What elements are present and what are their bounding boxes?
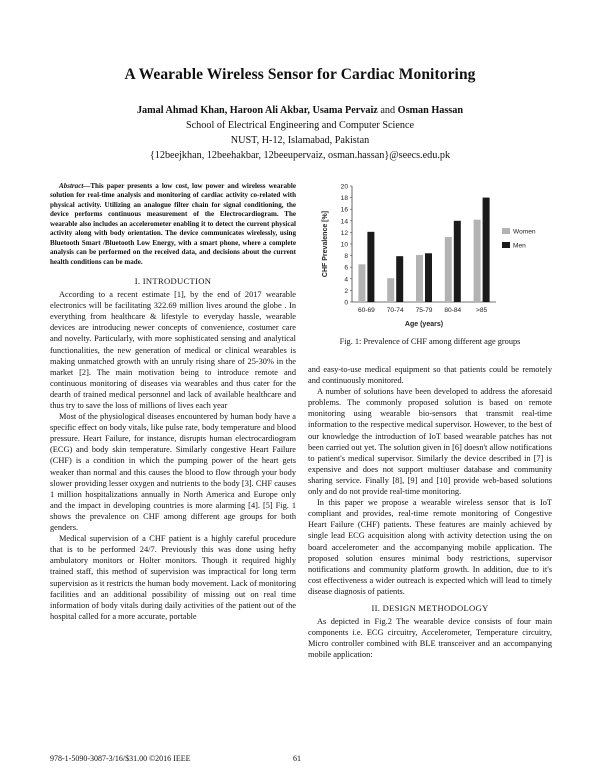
bar-men [396, 256, 403, 302]
legend-label-men: Men [513, 242, 526, 250]
intro-paragraph-1: According to a recent estimate [1], by the end of 2017 wearable electronics will be facilitating 322.69 million lives around the globe . In everything from healthcare & lifestyle to everyday hassle, wearable devices are introducing newer concepts of convenience, costumer care and novelty. Particularly, with more sophisticated sensing and analytical functionalities, the new generation of medical or clinical wearables is making unmatched growth with an unruly rising share of 25-30% in the market [2]. The main motivation being to introduce remote and continuous monitoring of diseases via wearables and thus cater for the dearth of trained medical personnel and lack of available healthcare and thus try to save the loss of millions of lives each year [50, 290, 296, 411]
x-tick-label: 80-84 [444, 307, 462, 314]
bar-men [367, 232, 374, 302]
section-heading-introduction: I. INTRODUCTION [134, 276, 212, 287]
bar-women [358, 264, 365, 302]
affiliation-address: NUST, H-12, Islamabad, Pakistan [230, 135, 370, 146]
intro-paragraph-2: Most of the physiological diseases encountered by human body have a specific effect on body vitals, like pulse rate, body temperature and blood pressure. Heart Failure, for instance, disrupts human electrocardiogram (ECG) and body skin temperature. Similarly congestive Heart Failure (CHF) is a condition in which the pumping power of the heart gets weaker than normal and this causes the blood to flow through your body slower providing lesser oxygen and nutrients to the body [3]. CHF causes 1 million hospitalizations annually in North America and Europe only and the impact in developing countries is more alarming [4]. [5] Fig. 1 shows the prevalence on CHF among different age groups for both genders. [50, 412, 296, 533]
y-tick-label: 18 [340, 195, 348, 203]
abstract-lead: Abstract [59, 182, 84, 190]
right-paragraph-1: and easy-to-use medical equipment so that patients could be remotely and continuously monitored. [308, 365, 552, 386]
footer-isbn: 978-1-5090-3087-3/16/$31.00 ©2016 IEEE [50, 754, 191, 763]
author-names [0, 103, 600, 118]
y-tick-label: 0 [344, 299, 348, 307]
y-tick-label: 2 [344, 287, 348, 295]
design-paragraph-1: As depicted in Fig.2 The wearable device consists of four main components i.e. ECG circuitry, Accelerometer, Temperature circuitry, Micro controller combined with BLE transceiver and an accompanying mobile application: [308, 616, 552, 660]
right-column [308, 364, 552, 660]
paper-title: A Wearable Wireless Sensor for Cardiac Monitoring [124, 66, 476, 83]
abstract [50, 182, 296, 267]
abstract-text: —This paper presents a low cost, low power and wireless wearable solution for real-time analysis and monitoring of cardiac activity co-related with physical activity. Utilizing an analogue filter chain for signal conditioning, the device performs continuous measurement of the Electrocardiogram. The wearable also includes an accelerometer enabling it to detect the current physical activity along with body orientation. The device communicates wirelessly, using Bluetooth Smart /Bluetooth Low Energy, with a smart phone, where a complete analysis can be performed on the received data, and decisions about the current health conditions can be made. [50, 182, 296, 266]
page-number: 61 [293, 754, 301, 763]
author-emails: {12beejkhan, 12beehakbar, 12beeupervaiz, osman.hassan}@seecs.edu.pk [149, 150, 451, 161]
bar-women [474, 220, 481, 302]
x-tick-label: 70-74 [386, 307, 404, 314]
author-1: Jamal Ahmad Khan, [136, 105, 228, 116]
y-tick-label: 14 [340, 218, 348, 226]
bar-men [483, 198, 490, 302]
author-3: Usama Pervaiz [312, 105, 378, 116]
y-tick-label: 6 [344, 264, 348, 272]
chf-prevalence-chart [318, 180, 550, 328]
intro-paragraph-3: Medical supervision of a CHF patient is a highly careful procedure that is to be performed 24/7. Previously this was done using hefty ambulatory monitors or Holter monitors. Though it required highly trained staff, this method of supervision was impractical for long term supervision as it restricts the human body movement. Lack of monitoring facilities and an additional possibility of missing out on real time information of body vitals during daily activities of the patient out of the hospital called for a more accurate, portable [50, 534, 296, 621]
y-axis-label: CHF Prevalence [%] [322, 210, 329, 278]
author-4: Osman Hassan [397, 105, 464, 116]
bar-women [416, 255, 423, 302]
figure-caption: Fig. 1: Prevalence of CHF among different age groups [339, 337, 521, 346]
x-tick-label: >85 [476, 307, 488, 314]
bar-women [387, 278, 394, 302]
y-tick-label: 12 [340, 229, 348, 237]
chart-svg [318, 180, 550, 328]
x-tick-label: 60-69 [357, 307, 375, 314]
x-tick-label: 75-79 [415, 307, 433, 314]
left-column [50, 182, 296, 622]
bar-men [454, 221, 461, 302]
y-tick-label: 10 [340, 241, 348, 249]
legend-swatch-women [502, 228, 510, 234]
affiliation-school: School of Electrical Engineering and Computer Science [185, 120, 414, 131]
y-tick-label: 4 [344, 276, 348, 284]
bar-men [425, 253, 432, 302]
right-paragraph-3: In this paper we propose a wearable wireless sensor that is IoT compliant and provides, real-time remote monitoring of Congestive Heart Failure (CHF) patients. These features are mainly achieved by single lead ECG acquisition along with activity detection using the on board accelerometer and the accompanying mobile application. The proposed solution ensures minimal body restrictions, supervisor notifications and community platform growth. In addition, due to it's cost effectiveness a wider outreach is expected which will lead to timely disease diagnosis of patients. [308, 498, 552, 596]
author-block [0, 103, 600, 163]
y-tick-label: 20 [340, 183, 348, 191]
bar-women [445, 237, 452, 302]
author-2: Haroon Ali Akbar, [229, 105, 310, 116]
y-tick-label: 8 [344, 253, 348, 261]
legend-swatch-men [502, 242, 510, 248]
section-heading-design: II. DESIGN METHODOLOGY [371, 602, 489, 613]
y-tick-label: 16 [340, 206, 348, 214]
right-paragraph-2: A number of solutions have been developed to address the aforesaid problems. The commonly proposed solution is based on remote monitoring using wearable bio-sensors that transmit real-time information to the respective medical supervisor. However, to the best of our knowledge the introduction of IoT based wearable patches has not been carried out yet. The solution given in [6] doesn't allow notifications to patient's medical supervisor. Similarly the device described in [7] is expensive and does not support multiuser database and community sharing service. Finally [8], [9] and [10] provide web-based solutions only and do not provide real-time monitoring. [308, 387, 552, 497]
legend-label-women: Women [513, 228, 536, 236]
author-conjunction: and [380, 105, 396, 116]
x-axis-label: Age (years) [404, 321, 444, 328]
